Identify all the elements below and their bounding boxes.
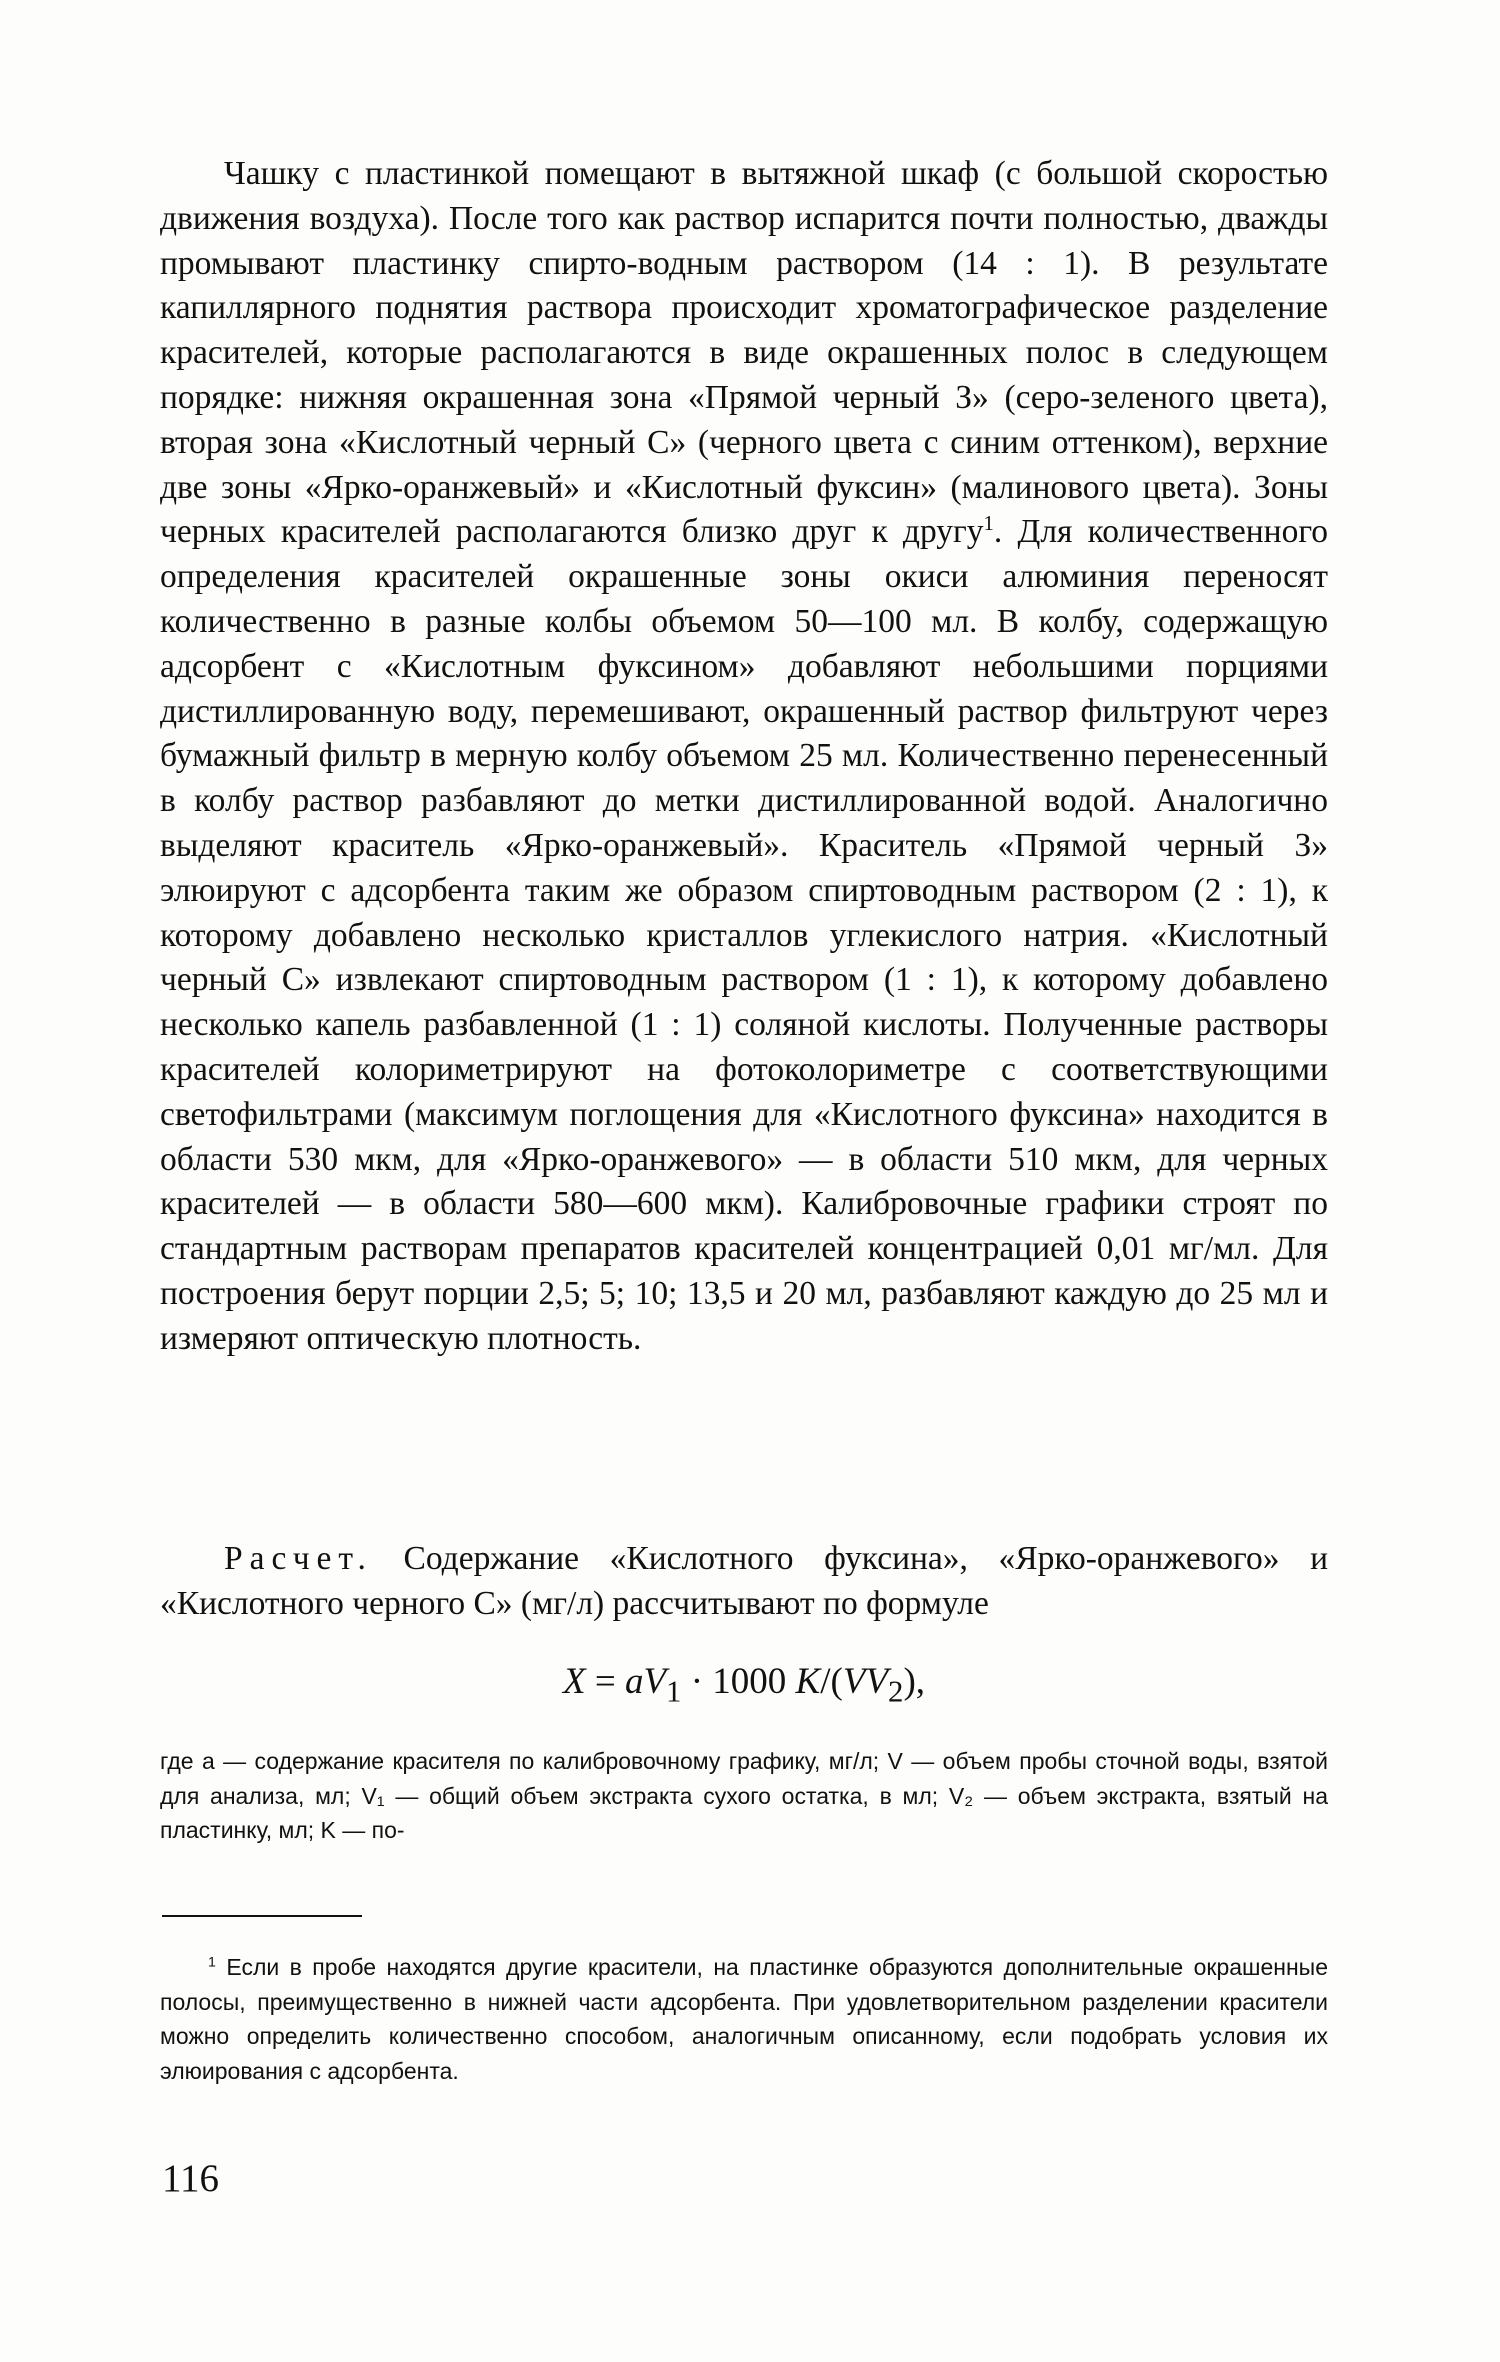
footnote-mark: 1 <box>208 1954 216 1971</box>
paragraph-1-text-a: Чашку с пластинкой помещают в вытяжной шкаф (с большой скоростью движения воздуха). После того как раствор испарится почти полностью, дважды промывают пластинку спирто-водным раствором (14 : 1). В результате капиллярного поднятия раствора происходит хроматографическое разделение красителей, которые располагаются в виде окрашенных полос в следующем порядке: нижняя окрашенная зона «Прямой черный З» (серо-зеленого цвета), вторая зона «Кислотный черный С» (черного цвета с синим оттенком), верхние две зоны «Ярко-оранжевый» и «Кислотный фуксин» (малинового цвета). Зоны черных красителей располагаются близко друг к другу <box>160 155 1328 551</box>
formula <box>160 1658 1328 1715</box>
calculation-heading: Расчет. <box>224 1540 373 1577</box>
formula-v2-subscript: 2 <box>888 1674 904 1709</box>
page-number: 116 <box>162 2157 220 2200</box>
footnote-text: Если в пробе находятся другие красители, на пластинке образуются дополнительные окрашенные полосы, преимущественно в нижней части адсорбента. При удовлетворительном разделении красители можно определить количественно способом, аналогичным описанному, если подобрать условия их элюирования с адсорбента. <box>160 1954 1328 2084</box>
formula-a: a <box>624 1661 644 1702</box>
footnote <box>160 1950 1328 2088</box>
formula-v1: V <box>643 1661 667 1702</box>
formula-k: K <box>795 1661 821 1702</box>
formula-dot-1000: · 1000 <box>681 1661 796 1702</box>
formula-v1-subscript: 1 <box>666 1674 682 1709</box>
formula-close: ), <box>903 1661 926 1702</box>
formula-legend: где a — содержание красителя по калибровочному графику, мг/л; V — объем пробы сточной воды, взятой для анализа, мл; V₁ — общий объем экстракта сухого остатка, в мл; V₂ — объем экстракта, взятый на пластинку, мл; K — по- <box>160 1748 1328 1843</box>
paragraph-1-text-b: . Для количественного определения красителей окрашенные зоны окиси алюминия переносят количественно в разные колбы объемом 50—100 мл. В колбу, содержащую адсорбент с «Кислотным фуксином» добавляют небольшими порциями дистиллированную воду, перемешивают, окрашенный раствор фильтруют через бумажный фильтр в мерную колбу объемом 25 мл. Количественно перенесенный в колбу раствор разбавляют до метки дистиллированной водой. Аналогично выделяют краситель «Ярко-оранжевый». Краситель «Прямой черный З» элюируют с адсорбента таким же образом спиртоводным раствором (2 : 1), к которому добавлено несколько кристаллов углекислого натрия. «Кислотный черный С» извлекают спиртоводным раствором (1 : 1), к которому добавлено несколько капель разбавленной (1 : 1) соляной кислоты. Полученные растворы красителей колориметрируют на фотоколориметре с соответствующими светофильтрами (максимум поглощения для «Кислотного фуксина» находится в области 530 мкм, для «Ярко-оранжевого» — в области 510 мкм, для черных красителей — в области 580—600 мкм). Калибровочные графики строят по стандартным растворам препаратов красителей концентрацией 0,01 мг/мл. Для построения берут порции 2,5; 5; 10; 13,5 и 20 мл, разбавляют каждую до 25 мл и измеряют оптическую плотность. <box>160 513 1328 1357</box>
footnote-reference[interactable]: 1 <box>983 512 994 536</box>
formula-x: X <box>562 1661 586 1702</box>
footnote-divider <box>162 1915 362 1917</box>
formula-slash: /( <box>820 1661 843 1702</box>
formula-equals: = <box>585 1661 625 1702</box>
paragraph-2-text: Содержание «Кислотного фуксина», «Ярко-оранжевого» и «Кислотного черного С» (мг/л) рассчитывают по формуле <box>160 1540 1328 1622</box>
body-paragraph-1 <box>160 152 1328 1362</box>
formula-vv2: VV <box>842 1661 889 1702</box>
body-paragraph-2 <box>160 1537 1328 1627</box>
